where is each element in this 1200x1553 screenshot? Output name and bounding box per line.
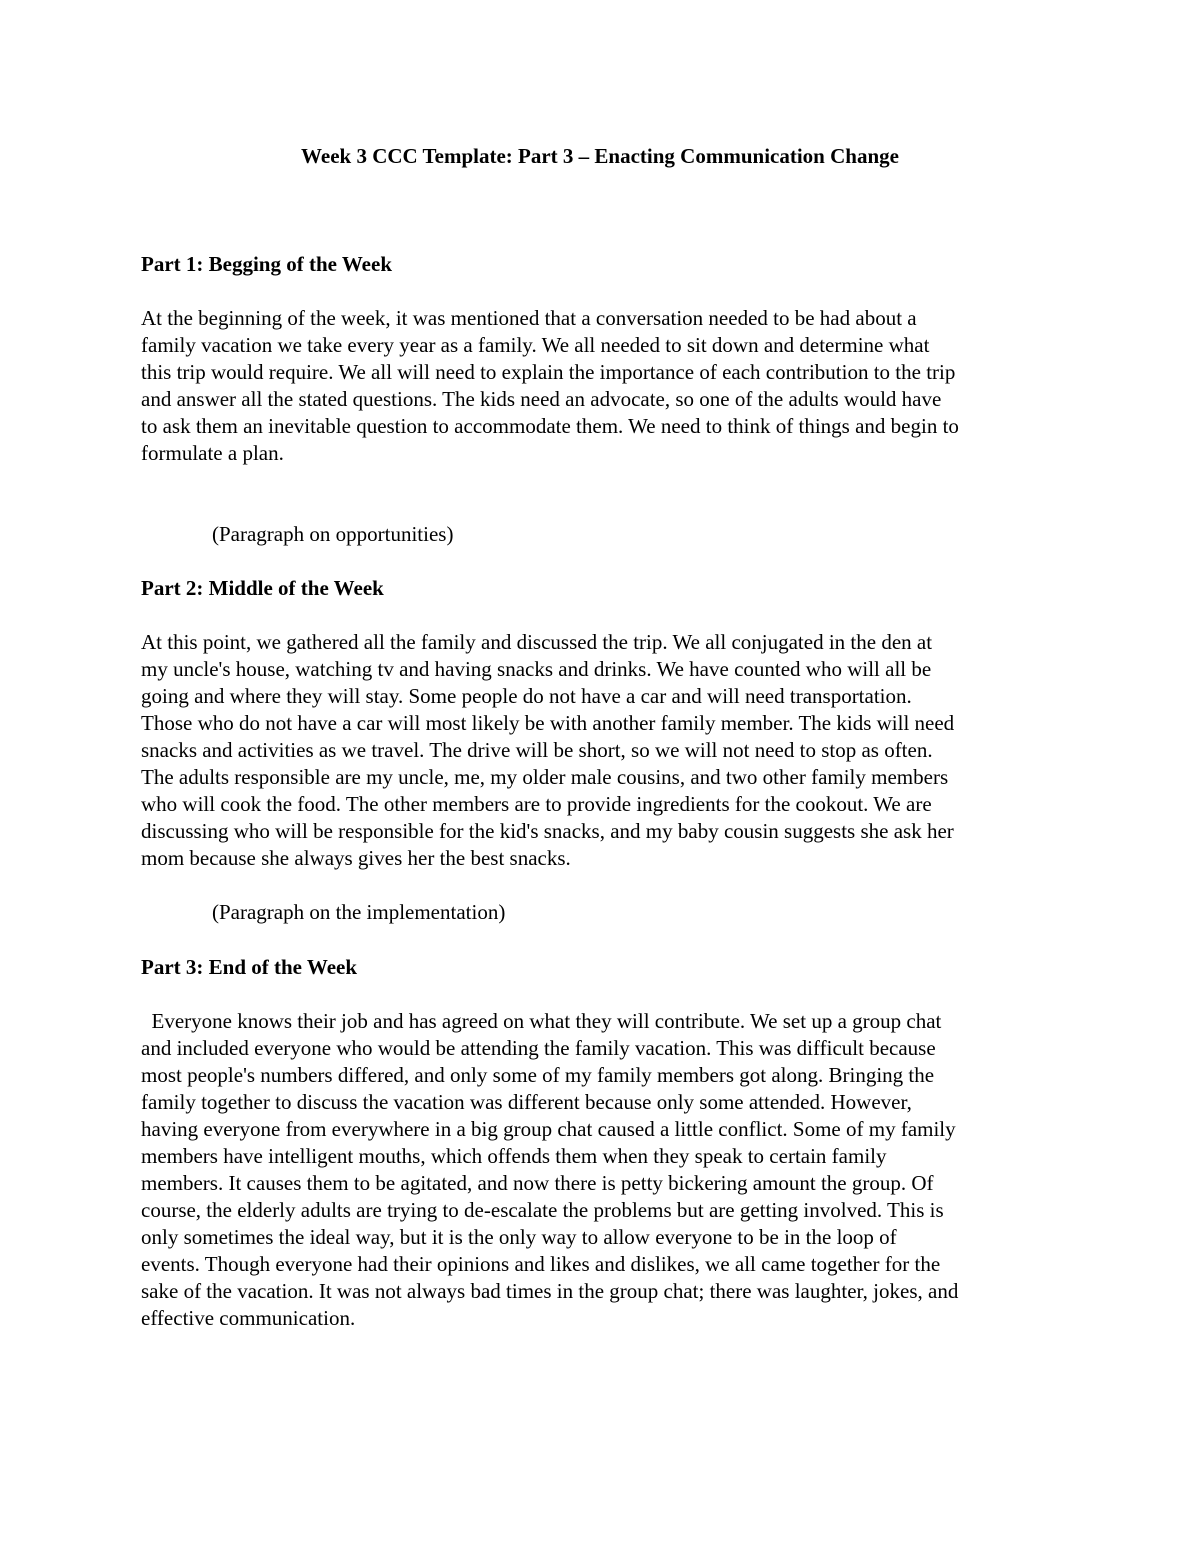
- document-title: Week 3 CCC Template: Part 3 – Enacting Communication Change: [301, 144, 899, 168]
- paragraph-line: to ask them an inevitable question to accommodate them. We need to think of things and begin to: [141, 414, 959, 438]
- section-paragraph-part-3: [141, 1008, 1071, 1332]
- paragraph-line: course, the elderly adults are trying to de-escalate the problems but are getting involved. This is: [141, 1198, 944, 1222]
- paragraph-line: formulate a plan.: [141, 441, 284, 465]
- paragraph-line: and included everyone who would be attending the family vacation. This was difficult because: [141, 1036, 936, 1060]
- paragraph-line: At this point, we gathered all the family and discussed the trip. We all conjugated in the den at: [141, 630, 933, 654]
- paragraph-line: having everyone from everywhere in a big group chat caused a little conflict. Some of my family: [141, 1117, 956, 1141]
- paragraph-line: members have intelligent mouths, which offends them when they speak to certain family: [141, 1144, 887, 1168]
- section-paragraph-part-2: [141, 629, 1071, 872]
- paragraph-line: going and where they will stay. Some people do not have a car and will need transportation.: [141, 684, 912, 708]
- paragraph-line: Everyone knows their job and has agreed on what they will contribute. We set up a group chat: [141, 1009, 942, 1033]
- paragraph-line: discussing who will be responsible for the kid's snacks, and my baby cousin suggests she ask her: [141, 819, 954, 843]
- paragraph-line: most people's numbers differed, and only some of my family members got along. Bringing the: [141, 1063, 935, 1087]
- paragraph-line: and answer all the stated questions. The kids need an advocate, so one of the adults would have: [141, 387, 942, 411]
- paragraph-line: members. It causes them to be agitated, and now there is petty bickering amount the group. Of: [141, 1171, 934, 1195]
- paragraph-line: who will cook the food. The other members are to provide ingredients for the cookout. We are: [141, 792, 932, 816]
- paragraph-line: sake of the vacation. It was not always bad times in the group chat; there was laughter, jokes, and: [141, 1279, 959, 1303]
- paragraph-line: effective communication.: [141, 1306, 356, 1330]
- paragraph-line: The adults responsible are my uncle, me, my older male cousins, and two other family members: [141, 765, 949, 789]
- section-heading-part-2: Part 2: Middle of the Week: [141, 576, 384, 600]
- paragraph-line: mom because she always gives her the best snacks.: [141, 846, 571, 870]
- section-paragraph-part-1: [141, 305, 1071, 467]
- paragraph-line: my uncle's house, watching tv and having snacks and drinks. We have counted who will all be: [141, 657, 932, 681]
- section-heading-part-1: Part 1: Begging of the Week: [141, 252, 392, 276]
- paragraph-line: family vacation we take every year as a family. We all needed to sit down and determine what: [141, 333, 930, 357]
- paragraph-line: Those who do not have a car will most likely be with another family member. The kids will need: [141, 711, 955, 735]
- paragraph-line: events. Though everyone had their opinions and likes and dislikes, we all came together for the: [141, 1252, 941, 1276]
- paragraph-line: At the beginning of the week, it was mentioned that a conversation needed to be had about a: [141, 306, 917, 330]
- paragraph-line: this trip would require. We all will need to explain the importance of each contribution to the trip: [141, 360, 956, 384]
- placeholder-text-opportunities: (Paragraph on opportunities): [212, 522, 454, 546]
- paragraph-line: family together to discuss the vacation was different because only some attended. However,: [141, 1090, 912, 1114]
- paragraph-line: only sometimes the ideal way, but it is the only way to allow everyone to be in the loop of: [141, 1225, 897, 1249]
- section-heading-part-3: Part 3: End of the Week: [141, 955, 358, 979]
- placeholder-text-implementation: (Paragraph on the implementation): [212, 900, 506, 924]
- paragraph-line: snacks and activities as we travel. The drive will be short, so we will not need to stop as often.: [141, 738, 933, 762]
